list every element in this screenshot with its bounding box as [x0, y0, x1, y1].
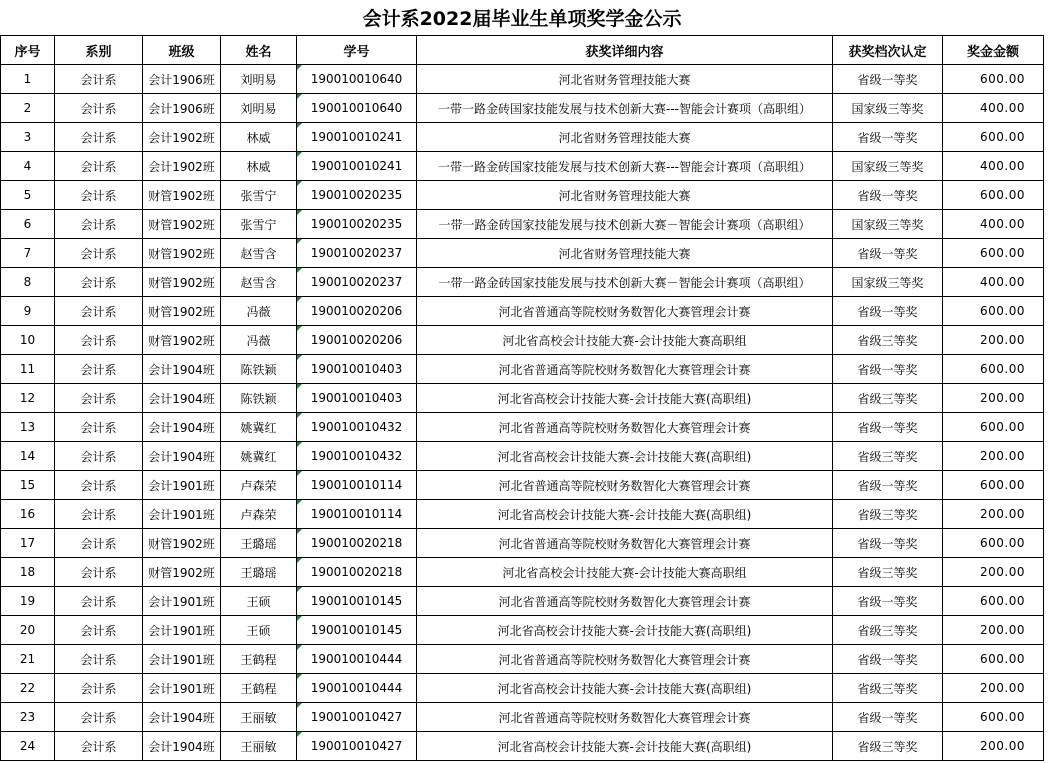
- cell-department[interactable]: 会计系: [55, 703, 143, 732]
- cell-department[interactable]: 会计系: [55, 471, 143, 500]
- cell-student-id-text: 190010010432: [310, 449, 403, 463]
- cell-class[interactable]: 会计1904班: [143, 384, 221, 413]
- cell-name[interactable]: 赵雪含: [221, 239, 297, 268]
- cell-student-id[interactable]: [297, 65, 417, 94]
- cell-student-id-text: 190010010640: [310, 72, 403, 86]
- table-row: [1, 471, 1044, 500]
- cell-class[interactable]: 财管1902班: [143, 297, 221, 326]
- cell-award-detail[interactable]: 一带一路金砖国家技能发展与技术创新大赛－智能会计赛项（高职组）: [417, 268, 833, 297]
- cell-student-id[interactable]: [297, 152, 417, 181]
- cell-amount[interactable]: 600.00: [943, 355, 1044, 384]
- cell-award-detail[interactable]: 河北省普通高等院校财务数智化大赛管理会计赛: [417, 413, 833, 442]
- cell-award-detail[interactable]: 河北省财务管理技能大赛: [417, 239, 833, 268]
- cell-student-id[interactable]: [297, 355, 417, 384]
- cell-error-indicator-icon: [297, 616, 302, 621]
- cell-name[interactable]: 王鹤程: [221, 674, 297, 703]
- cell-seq[interactable]: 11: [1, 355, 55, 384]
- cell-department[interactable]: 会计系: [55, 94, 143, 123]
- cell-error-indicator-icon: [297, 210, 302, 215]
- cell-award-detail[interactable]: 河北省高校会计技能大赛-会计技能大赛(高职组): [417, 674, 833, 703]
- cell-student-id-text: 190010010444: [310, 681, 403, 695]
- cell-award-detail[interactable]: 河北省财务管理技能大赛: [417, 181, 833, 210]
- cell-award-detail[interactable]: 河北省高校会计技能大赛-会计技能大赛(高职组): [417, 616, 833, 645]
- cell-award-level[interactable]: 省级一等奖: [833, 471, 943, 500]
- cell-name[interactable]: 王硕: [221, 616, 297, 645]
- cell-error-indicator-icon: [297, 703, 302, 708]
- cell-department[interactable]: 会计系: [55, 732, 143, 761]
- cell-seq[interactable]: 21: [1, 645, 55, 674]
- header-award-detail[interactable]: 获奖详细内容: [417, 36, 833, 65]
- cell-error-indicator-icon: [297, 123, 302, 128]
- table-row: [1, 587, 1044, 616]
- cell-award-level[interactable]: 省级一等奖: [833, 123, 943, 152]
- cell-name[interactable]: 冯薇: [221, 297, 297, 326]
- cell-department[interactable]: 会计系: [55, 152, 143, 181]
- cell-amount[interactable]: 600.00: [943, 123, 1044, 152]
- cell-student-id[interactable]: [297, 239, 417, 268]
- cell-award-detail[interactable]: 一带一路金砖国家技能发展与技术创新大赛---智能会计赛项（高职组）: [417, 152, 833, 181]
- cell-award-level[interactable]: 国家级三等奖: [833, 268, 943, 297]
- cell-student-id[interactable]: [297, 732, 417, 761]
- cell-award-detail[interactable]: 河北省财务管理技能大赛: [417, 123, 833, 152]
- cell-class[interactable]: 会计1904班: [143, 355, 221, 384]
- cell-student-id[interactable]: [297, 413, 417, 442]
- table-row: [1, 152, 1044, 181]
- cell-error-indicator-icon: [297, 181, 302, 186]
- cell-error-indicator-icon: [297, 239, 302, 244]
- cell-department[interactable]: 会计系: [55, 65, 143, 94]
- cell-amount[interactable]: 600.00: [943, 297, 1044, 326]
- cell-error-indicator-icon: [297, 152, 302, 157]
- cell-department[interactable]: 会计系: [55, 326, 143, 355]
- cell-award-level[interactable]: 国家级三等奖: [833, 152, 943, 181]
- cell-award-level[interactable]: 省级一等奖: [833, 587, 943, 616]
- cell-name[interactable]: 林威: [221, 123, 297, 152]
- cell-student-id[interactable]: [297, 674, 417, 703]
- cell-amount[interactable]: 600.00: [943, 529, 1044, 558]
- cell-student-id[interactable]: [297, 181, 417, 210]
- cell-student-id-text: 190010020218: [310, 536, 403, 550]
- cell-award-detail[interactable]: 河北省高校会计技能大赛-会计技能大赛(高职组): [417, 442, 833, 471]
- cell-class[interactable]: 财管1902班: [143, 268, 221, 297]
- cell-student-id-text: 190010010403: [310, 362, 403, 376]
- cell-name[interactable]: 姚冀红: [221, 442, 297, 471]
- cell-award-detail[interactable]: 河北省普通高等院校财务数智化大赛管理会计赛: [417, 645, 833, 674]
- cell-student-id-text: 190010020235: [310, 188, 403, 202]
- cell-award-level[interactable]: 省级三等奖: [833, 326, 943, 355]
- table-row: [1, 674, 1044, 703]
- cell-award-detail[interactable]: 河北省普通高等院校财务数智化大赛管理会计赛: [417, 529, 833, 558]
- cell-student-id[interactable]: [297, 529, 417, 558]
- cell-class[interactable]: 会计1904班: [143, 732, 221, 761]
- cell-student-id-text: 190010010444: [310, 652, 403, 666]
- cell-class[interactable]: 会计1901班: [143, 587, 221, 616]
- table-row: [1, 181, 1044, 210]
- cell-department[interactable]: 会计系: [55, 616, 143, 645]
- cell-award-level[interactable]: 省级三等奖: [833, 558, 943, 587]
- table-row: [1, 326, 1044, 355]
- cell-seq[interactable]: 9: [1, 297, 55, 326]
- cell-name[interactable]: 赵雪含: [221, 268, 297, 297]
- header-row: [1, 36, 1044, 65]
- cell-name[interactable]: 王丽敏: [221, 703, 297, 732]
- cell-student-id-text: 190010010432: [310, 420, 403, 434]
- cell-name[interactable]: 姚冀红: [221, 413, 297, 442]
- cell-error-indicator-icon: [297, 732, 302, 737]
- cell-department[interactable]: 会计系: [55, 500, 143, 529]
- cell-seq[interactable]: 24: [1, 732, 55, 761]
- cell-name[interactable]: 王鹤程: [221, 645, 297, 674]
- cell-error-indicator-icon: [297, 384, 302, 389]
- table-row: [1, 500, 1044, 529]
- cell-amount[interactable]: 200.00: [943, 326, 1044, 355]
- cell-class[interactable]: 财管1902班: [143, 181, 221, 210]
- table-row: [1, 442, 1044, 471]
- cell-award-detail[interactable]: 河北省普通高等院校财务数智化大赛管理会计赛: [417, 471, 833, 500]
- header-award-level[interactable]: 获奖档次认定: [833, 36, 943, 65]
- cell-student-id-text: 190010010640: [310, 101, 403, 115]
- cell-error-indicator-icon: [297, 529, 302, 534]
- cell-seq[interactable]: 7: [1, 239, 55, 268]
- cell-amount[interactable]: 600.00: [943, 65, 1044, 94]
- cell-amount[interactable]: 400.00: [943, 268, 1044, 297]
- cell-class[interactable]: 会计1901班: [143, 674, 221, 703]
- cell-amount[interactable]: 200.00: [943, 558, 1044, 587]
- cell-award-level[interactable]: 省级三等奖: [833, 732, 943, 761]
- cell-name[interactable]: 王丽敏: [221, 732, 297, 761]
- cell-department[interactable]: 会计系: [55, 529, 143, 558]
- cell-student-id-text: 190010010145: [310, 594, 403, 608]
- cell-amount[interactable]: 400.00: [943, 152, 1044, 181]
- cell-student-id[interactable]: [297, 297, 417, 326]
- cell-class[interactable]: 会计1904班: [143, 703, 221, 732]
- cell-award-level[interactable]: 省级三等奖: [833, 442, 943, 471]
- table-row: [1, 703, 1044, 732]
- cell-student-id-text: 190010010241: [310, 159, 403, 173]
- cell-seq[interactable]: 17: [1, 529, 55, 558]
- cell-class[interactable]: 会计1906班: [143, 94, 221, 123]
- cell-amount[interactable]: 400.00: [943, 94, 1044, 123]
- table-row: [1, 384, 1044, 413]
- cell-name[interactable]: 王硕: [221, 587, 297, 616]
- cell-student-id[interactable]: [297, 500, 417, 529]
- cell-error-indicator-icon: [297, 558, 302, 563]
- cell-error-indicator-icon: [297, 471, 302, 476]
- cell-class[interactable]: 财管1902班: [143, 558, 221, 587]
- cell-amount[interactable]: 200.00: [943, 442, 1044, 471]
- cell-class[interactable]: 会计1906班: [143, 65, 221, 94]
- cell-student-id[interactable]: [297, 94, 417, 123]
- cell-award-level[interactable]: 省级一等奖: [833, 645, 943, 674]
- cell-error-indicator-icon: [297, 94, 302, 99]
- cell-student-id-text: 190010010241: [310, 130, 403, 144]
- cell-seq[interactable]: 8: [1, 268, 55, 297]
- cell-department[interactable]: 会计系: [55, 384, 143, 413]
- cell-name[interactable]: 刘明易: [221, 65, 297, 94]
- cell-award-level[interactable]: 国家级三等奖: [833, 94, 943, 123]
- cell-award-detail[interactable]: 河北省普通高等院校财务数智化大赛管理会计赛: [417, 297, 833, 326]
- cell-department[interactable]: 会计系: [55, 674, 143, 703]
- cell-award-level[interactable]: 国家级三等奖: [833, 210, 943, 239]
- cell-seq[interactable]: 18: [1, 558, 55, 587]
- cell-name[interactable]: 冯薇: [221, 326, 297, 355]
- cell-class[interactable]: 会计1902班: [143, 123, 221, 152]
- cell-class[interactable]: 会计1901班: [143, 616, 221, 645]
- cell-error-indicator-icon: [297, 355, 302, 360]
- cell-name[interactable]: 陈铁颖: [221, 355, 297, 384]
- cell-amount[interactable]: 200.00: [943, 500, 1044, 529]
- table-row: [1, 268, 1044, 297]
- cell-award-detail[interactable]: 河北省高校会计技能大赛-会计技能大赛(高职组): [417, 384, 833, 413]
- cell-student-id-text: 190010010114: [310, 507, 403, 521]
- header-department[interactable]: 系别: [55, 36, 143, 65]
- cell-error-indicator-icon: [297, 500, 302, 505]
- cell-error-indicator-icon: [297, 413, 302, 418]
- cell-student-id[interactable]: [297, 703, 417, 732]
- cell-amount[interactable]: 200.00: [943, 674, 1044, 703]
- cell-award-detail[interactable]: 河北省财务管理技能大赛: [417, 65, 833, 94]
- cell-name[interactable]: 卢森荣: [221, 500, 297, 529]
- cell-department[interactable]: 会计系: [55, 181, 143, 210]
- cell-award-level[interactable]: 省级一等奖: [833, 65, 943, 94]
- cell-error-indicator-icon: [297, 297, 302, 302]
- cell-department[interactable]: 会计系: [55, 413, 143, 442]
- cell-department[interactable]: 会计系: [55, 297, 143, 326]
- cell-name[interactable]: 张雪宁: [221, 210, 297, 239]
- cell-department[interactable]: 会计系: [55, 123, 143, 152]
- cell-student-id-text: 190010010145: [310, 623, 403, 637]
- cell-student-id[interactable]: [297, 645, 417, 674]
- cell-award-level[interactable]: 省级三等奖: [833, 616, 943, 645]
- cell-amount[interactable]: 200.00: [943, 384, 1044, 413]
- table-row: [1, 123, 1044, 152]
- cell-class[interactable]: 会计1902班: [143, 152, 221, 181]
- cell-student-id[interactable]: [297, 268, 417, 297]
- cell-award-level[interactable]: 省级一等奖: [833, 413, 943, 442]
- table-row: [1, 616, 1044, 645]
- cell-award-detail[interactable]: 河北省普通高等院校财务数智化大赛管理会计赛: [417, 703, 833, 732]
- cell-student-id[interactable]: [297, 210, 417, 239]
- cell-class[interactable]: 会计1901班: [143, 645, 221, 674]
- cell-student-id[interactable]: [297, 123, 417, 152]
- cell-award-level[interactable]: 省级一等奖: [833, 239, 943, 268]
- cell-name[interactable]: 张雪宁: [221, 181, 297, 210]
- cell-error-indicator-icon: [297, 645, 302, 650]
- cell-name[interactable]: 林威: [221, 152, 297, 181]
- cell-name[interactable]: 刘明易: [221, 94, 297, 123]
- table-row: [1, 65, 1044, 94]
- cell-error-indicator-icon: [297, 442, 302, 447]
- cell-student-id-text: 190010010114: [310, 478, 403, 492]
- cell-seq[interactable]: 6: [1, 210, 55, 239]
- header-seq[interactable]: 序号: [1, 36, 55, 65]
- cell-student-id-text: 190010020235: [310, 217, 403, 231]
- cell-seq[interactable]: 15: [1, 471, 55, 500]
- cell-award-detail[interactable]: 河北省高校会计技能大赛-会计技能大赛(高职组): [417, 732, 833, 761]
- cell-student-id[interactable]: [297, 471, 417, 500]
- cell-class[interactable]: 财管1902班: [143, 529, 221, 558]
- header-student-id[interactable]: 学号: [297, 36, 417, 65]
- cell-seq[interactable]: 16: [1, 500, 55, 529]
- cell-department[interactable]: 会计系: [55, 268, 143, 297]
- cell-student-id-text: 190010020218: [310, 565, 403, 579]
- cell-name[interactable]: 陈铁颖: [221, 384, 297, 413]
- cell-student-id[interactable]: [297, 384, 417, 413]
- cell-class[interactable]: 会计1904班: [143, 442, 221, 471]
- table-row: [1, 297, 1044, 326]
- cell-student-id[interactable]: [297, 558, 417, 587]
- cell-student-id-text: 190010010427: [310, 710, 403, 724]
- cell-amount[interactable]: 600.00: [943, 239, 1044, 268]
- cell-seq[interactable]: 1: [1, 65, 55, 94]
- table-row: [1, 529, 1044, 558]
- cell-award-detail[interactable]: 河北省普通高等院校财务数智化大赛管理会计赛: [417, 355, 833, 384]
- cell-class[interactable]: 财管1902班: [143, 326, 221, 355]
- cell-award-level[interactable]: 省级一等奖: [833, 529, 943, 558]
- cell-award-level[interactable]: 省级一等奖: [833, 181, 943, 210]
- cell-award-level[interactable]: 省级三等奖: [833, 500, 943, 529]
- cell-department[interactable]: 会计系: [55, 645, 143, 674]
- cell-award-detail[interactable]: 河北省高校会计技能大赛-会计技能大赛高职组: [417, 326, 833, 355]
- cell-error-indicator-icon: [297, 674, 302, 679]
- table-body: [1, 65, 1044, 761]
- table-row: [1, 732, 1044, 761]
- cell-department[interactable]: 会计系: [55, 355, 143, 384]
- cell-class[interactable]: 财管1902班: [143, 210, 221, 239]
- cell-amount[interactable]: 200.00: [943, 616, 1044, 645]
- header-name[interactable]: 姓名: [221, 36, 297, 65]
- header-class[interactable]: 班级: [143, 36, 221, 65]
- cell-error-indicator-icon: [297, 65, 302, 70]
- header-amount[interactable]: 奖金金额: [943, 36, 1044, 65]
- cell-student-id-text: 190010020237: [310, 246, 403, 260]
- cell-award-detail[interactable]: 一带一路金砖国家技能发展与技术创新大赛－智能会计赛项（高职组）: [417, 210, 833, 239]
- cell-award-detail[interactable]: 一带一路金砖国家技能发展与技术创新大赛---智能会计赛项（高职组）: [417, 94, 833, 123]
- cell-seq[interactable]: 13: [1, 413, 55, 442]
- cell-class[interactable]: 会计1904班: [143, 413, 221, 442]
- cell-seq[interactable]: 20: [1, 616, 55, 645]
- cell-error-indicator-icon: [297, 587, 302, 592]
- cell-student-id[interactable]: [297, 587, 417, 616]
- cell-amount[interactable]: 600.00: [943, 645, 1044, 674]
- cell-award-level[interactable]: 省级一等奖: [833, 355, 943, 384]
- table-row: [1, 355, 1044, 384]
- table-row: [1, 558, 1044, 587]
- cell-amount[interactable]: 600.00: [943, 703, 1044, 732]
- cell-department[interactable]: 会计系: [55, 239, 143, 268]
- cell-award-detail[interactable]: 河北省高校会计技能大赛-会计技能大赛高职组: [417, 558, 833, 587]
- table-row: [1, 239, 1044, 268]
- cell-error-indicator-icon: [297, 326, 302, 331]
- cell-award-level[interactable]: 省级一等奖: [833, 297, 943, 326]
- cell-student-id-text: 190010020206: [310, 333, 403, 347]
- cell-amount[interactable]: 400.00: [943, 210, 1044, 239]
- cell-amount[interactable]: 600.00: [943, 181, 1044, 210]
- cell-student-id[interactable]: [297, 442, 417, 471]
- cell-award-level[interactable]: 省级三等奖: [833, 384, 943, 413]
- cell-name[interactable]: 王璐瑶: [221, 529, 297, 558]
- cell-name[interactable]: 卢森荣: [221, 471, 297, 500]
- cell-award-level[interactable]: 省级一等奖: [833, 703, 943, 732]
- cell-seq[interactable]: 2: [1, 94, 55, 123]
- cell-seq[interactable]: 3: [1, 123, 55, 152]
- cell-award-detail[interactable]: 河北省高校会计技能大赛-会计技能大赛(高职组): [417, 500, 833, 529]
- cell-name[interactable]: 王璐瑶: [221, 558, 297, 587]
- cell-student-id-text: 190010010427: [310, 739, 403, 753]
- cell-class[interactable]: 财管1902班: [143, 239, 221, 268]
- cell-class[interactable]: 会计1901班: [143, 471, 221, 500]
- cell-student-id-text: 190010020237: [310, 275, 403, 289]
- cell-class[interactable]: 会计1901班: [143, 500, 221, 529]
- table-row: [1, 210, 1044, 239]
- table-row: [1, 645, 1044, 674]
- cell-student-id-text: 190010020206: [310, 304, 403, 318]
- cell-department[interactable]: 会计系: [55, 442, 143, 471]
- cell-error-indicator-icon: [297, 268, 302, 273]
- cell-seq[interactable]: 14: [1, 442, 55, 471]
- cell-seq[interactable]: 22: [1, 674, 55, 703]
- cell-amount[interactable]: 600.00: [943, 471, 1044, 500]
- table-row: [1, 94, 1044, 123]
- cell-student-id[interactable]: [297, 326, 417, 355]
- cell-seq[interactable]: 10: [1, 326, 55, 355]
- cell-amount[interactable]: 600.00: [943, 413, 1044, 442]
- cell-amount[interactable]: 600.00: [943, 587, 1044, 616]
- cell-department[interactable]: 会计系: [55, 587, 143, 616]
- cell-student-id[interactable]: [297, 616, 417, 645]
- cell-student-id-text: 190010010403: [310, 391, 403, 405]
- cell-department[interactable]: 会计系: [55, 558, 143, 587]
- sheet-title[interactable]: 会计系2022届毕业生单项奖学金公示: [1, 0, 1044, 36]
- cell-seq[interactable]: 23: [1, 703, 55, 732]
- cell-award-level[interactable]: 省级三等奖: [833, 674, 943, 703]
- cell-award-detail[interactable]: 河北省普通高等院校财务数智化大赛管理会计赛: [417, 587, 833, 616]
- cell-amount[interactable]: 200.00: [943, 732, 1044, 761]
- table-row: [1, 413, 1044, 442]
- cell-seq[interactable]: 4: [1, 152, 55, 181]
- cell-seq[interactable]: 5: [1, 181, 55, 210]
- cell-seq[interactable]: 19: [1, 587, 55, 616]
- cell-department[interactable]: 会计系: [55, 210, 143, 239]
- cell-seq[interactable]: 12: [1, 384, 55, 413]
